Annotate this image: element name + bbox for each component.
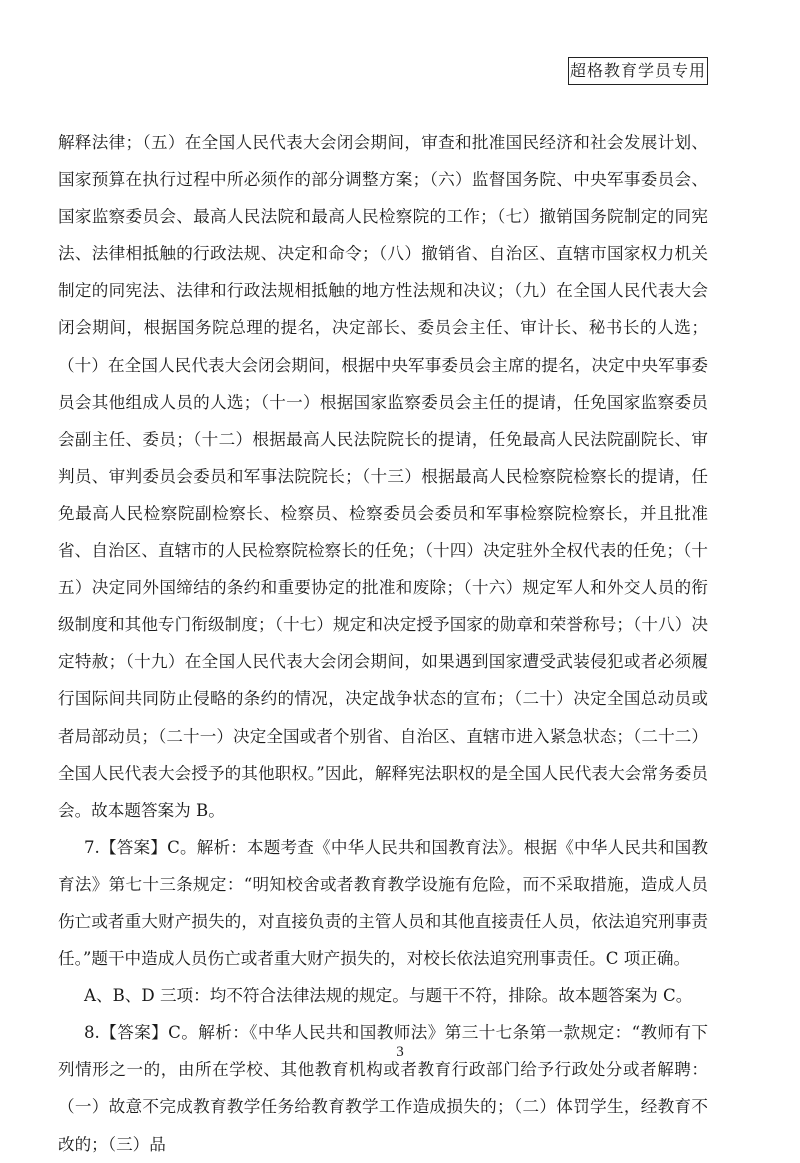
page-number: 3: [396, 1044, 404, 1060]
paragraph-answer-7-note: A、B、D 三项：均不符合法律法规的规定。与题干不符，排除。故本题答案为 C。: [84, 986, 693, 1006]
document-body: [58, 124, 708, 1163]
paragraph-continuation: 解释法律；（五）在全国人民代表大会闭会期间，审查和批准国民经济和社会发展计划、国家预算在执行过程中所必须作的部分调整方案；（六）监督国务院、中央军事委员会、国家监察委员会、最高人民法院和最高人民检察院的工作；（七）撤销国务院制定的同宪法、法律相抵触的行政法规、决定和命令；（八）撤销省、自治区、直辖市国家权力机关制定的同宪法、法律和行政法规相抵触的地方性法规和决议；（九）在全国人民代表大会闭会期间，根据国务院总理的提名，决定部长、委员会主任、审计长、秘书长的人选；（十）在全国人民代表大会闭会期间，根据中央军事委员会主席的提名，决定中央军事委员会其他组成人员的人选；（十一）根据国家监察委员会主任的提请，任免国家监察委员会副主任、委员；（十二）根据最高人民法院院长的提请，任免最高人民法院副院长、审判员、审判委员会委员和军事法院院长；（十三）根据最高人民检察院检察长的提请，任免最高人民检察院副检察长、检察员、检察委员会委员和军事检察院检察长，并且批准省、自治区、直辖市的人民检察院检察长的任免；（十四）决定驻外全权代表的任免；（十五）决定同外国缔结的条约和重要协定的批准和废除；（十六）规定军人和外交人员的衔级制度和其他专门衔级制度；（十七）规定和决定授予国家的勋章和荣誉称号；（十八）决定特赦；（十九）在全国人民代表大会闭会期间，如果遇到国家遭受武装侵犯或者必须履行国际间共同防止侵略的条约的情况，决定战争状态的宣布；（二十）决定全国总动员或者局部动员；（二十一）决定全国或者个别省、自治区、直辖市进入紧急状态；（二十二）全国人民代表大会授予的其他职权。”因此，解释宪法职权的是全国人民代表大会常务委员会。故本题答案为 B。: [58, 133, 708, 820]
header-label: 超格教育学员专用: [568, 57, 708, 85]
paragraph-answer-8: 8.【答案】C。解析：《中华人民共和国教师法》第三十七条第一款规定：“教师有下列情形之一的，由所在学校、其他教育机构或者教育行政部门给予行政处分或者解聘：（一）故意不完成教育教学任务给教育教学工作造成损失的；（二）体罚学生，经教育不改的；（三）品: [58, 1023, 708, 1154]
paragraph-answer-7: 7.【答案】C。解析：本题考查《中华人民共和国教育法》。根据《中华人民共和国教育法》第七十三条规定：“明知校舍或者教育教学设施有危险，而不采取措施，造成人员伤亡或者重大财产损失的，对直接负责的主管人员和其他直接责任人员，依法追究刑事责任。”题干中造成人员伤亡或者重大财产损失的，对校长依法追究刑事责任。C 项正确。: [58, 837, 708, 969]
